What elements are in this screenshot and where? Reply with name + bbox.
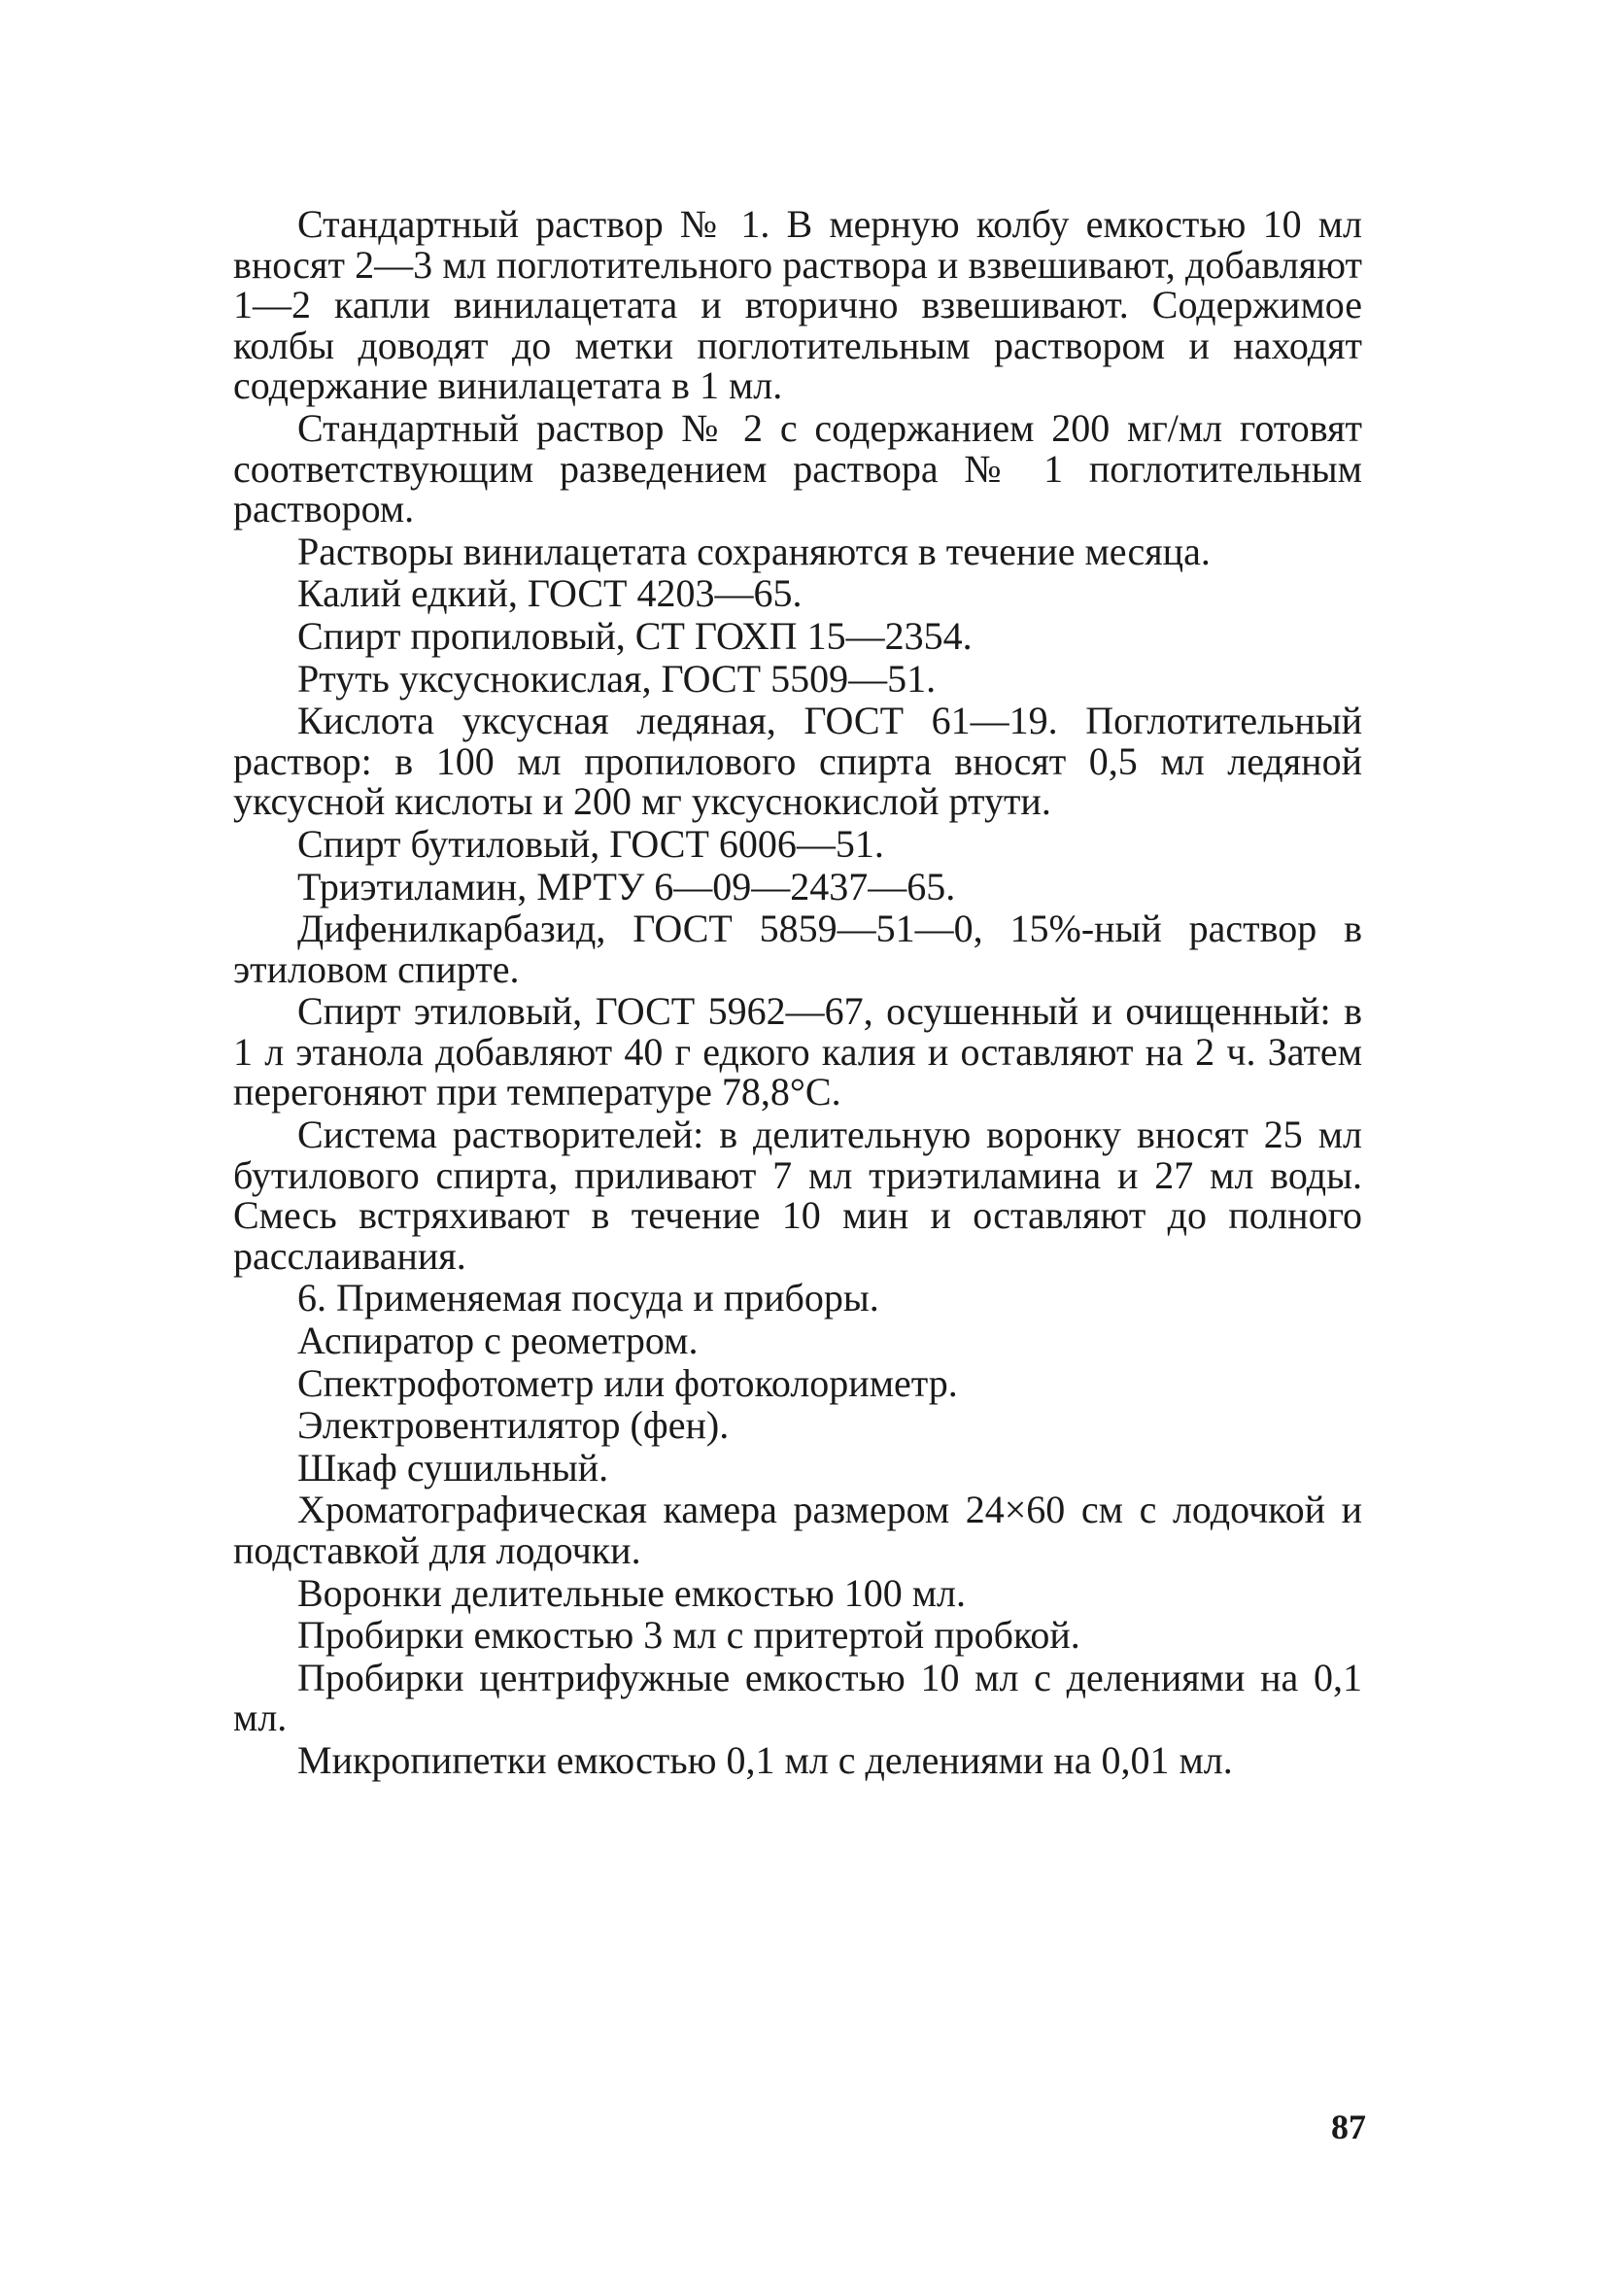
section-heading-equipment: 6. Применяемая посуда и приборы. <box>297 1276 879 1320</box>
paragraph-solution-storage: Растворы винилацетата сохраняются в течение месяца. <box>297 529 1211 573</box>
equipment-chromatographic-chamber: Хроматографическая камера размером 24×60 см с лодочкой и подставкой для лодочки. <box>233 1488 1362 1572</box>
reagent-diphenylcarbazide: Дифенилкарбазид, ГОСТ 5859—51—0, 15%-ный раствор в этиловом спирте. <box>233 907 1362 991</box>
reagent-potassium-hydroxide: Калий едкий, ГОСТ 4203—65. <box>297 571 803 616</box>
paragraph-standard-solution-2: Стандартный раствор № 2 с содержанием 200 мг/мл готовят соответствующим разведением раствора № 1 поглотительным раствором. <box>233 405 1362 531</box>
page-number: 87 <box>1331 2108 1366 2146</box>
reagent-butyl-alcohol: Спирт бутиловый, ГОСТ 6006—51. <box>297 821 884 866</box>
equipment-drying-cabinet: Шкаф сушильный. <box>297 1445 609 1490</box>
paragraph-solvent-system: Система растворителей: в делительную воронку вносят 25 мл бутилового спирта, приливают 7 мл триэтиламина и 27 мл воды. Смесь встряхивают в течение 10 мин и оставляют до полного расслаивания. <box>233 1113 1362 1278</box>
reagent-ethyl-alcohol: Спирт этиловый, ГОСТ 5962—67, осушенный и очищенный: в 1 л этанола добавляют 40 г едкого калия и оставляют на 2 ч. Затем перегоняют при температуре 78,8°С. <box>233 989 1362 1114</box>
reagent-mercury-acetate: Ртуть уксуснокислая, ГОСТ 5509—51. <box>297 656 937 701</box>
equipment-centrifuge-tubes: Пробирки центрифужные емкостью 10 мл с делениями на 0,1 мл. <box>233 1655 1362 1740</box>
equipment-micropipettes: Микропипетки емкостью 0,1 мл с делениями на 0,01 мл. <box>297 1737 1233 1782</box>
body-text <box>233 204 1362 1781</box>
equipment-spectrophotometer: Спектрофотометр или фотоколориметр. <box>297 1360 958 1405</box>
reagent-acetic-acid: Кислота уксусная ледяная, ГОСТ 61—19. Поглотительный раствор: в 100 мл пропилового спирта вносят 0,5 мл ледяной уксусной кислоты и 200 мг уксуснокислой ртути. <box>233 699 1362 824</box>
paragraph-standard-solution-1: Стандартный раствор № 1. В мерную колбу емкостью 10 мл вносят 2—3 мл поглотительного раствора и взвешивают, добавляют 1—2 капли винилацетата и вторично взвешивают. Содержимое колбы доводят до метки поглотительным раствором и находят содержание винилацетата в 1 мл. <box>233 202 1362 408</box>
equipment-aspirator: Аспиратор с реометром. <box>297 1319 699 1363</box>
equipment-separatory-funnels: Воронки делительные емкостью 100 мл. <box>297 1570 966 1615</box>
equipment-test-tubes: Пробирки емкостью 3 мл с притертой пробкой. <box>297 1613 1080 1658</box>
reagent-triethylamine: Триэтиламин, МРТУ 6—09—2437—65. <box>297 864 956 908</box>
equipment-fan: Электровентилятор (фен). <box>297 1403 730 1448</box>
reagent-propyl-alcohol: Спирт пропиловый, СТ ГОХП 15—2354. <box>297 613 973 658</box>
